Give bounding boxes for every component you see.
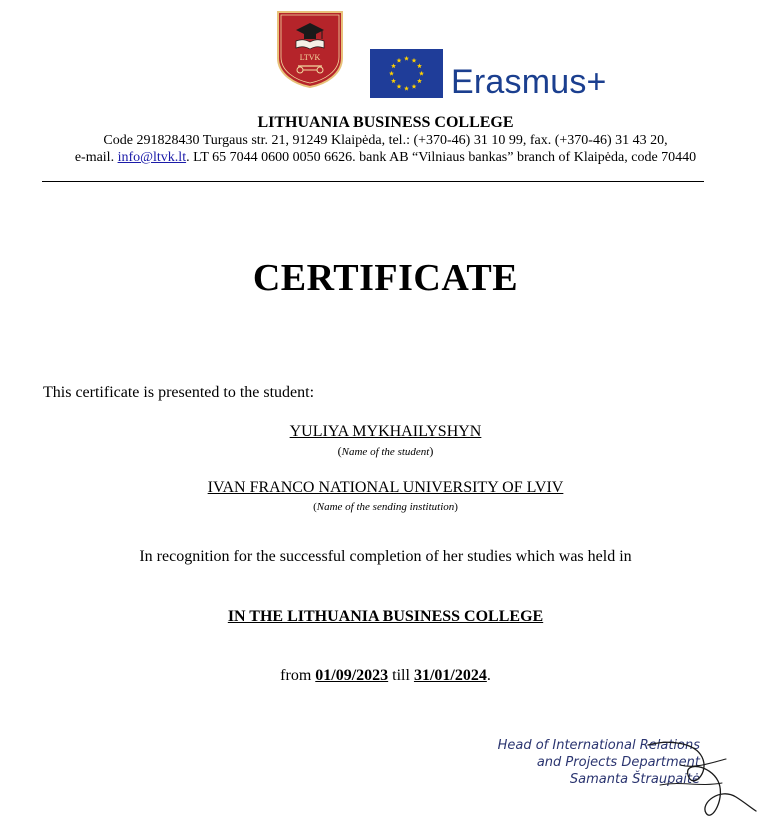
college-contact-line — [0, 150, 771, 166]
email-link[interactable]: info@ltvk.lt — [117, 150, 187, 165]
student-name: YULIYA MYKHAILYSHYN — [289, 423, 482, 440]
till-label: till — [392, 667, 410, 684]
bank-details: . LT 65 7044 0600 0050 6626. bank AB “Vilniaus bankas” branch of Klaipėda, code 70440 — [186, 150, 697, 165]
header-divider — [42, 181, 704, 182]
recognition-statement: In recognition for the successful completion of her studies which was held in — [139, 548, 632, 565]
presented-statement: This certificate is presented to the student: — [43, 384, 315, 401]
college-name: LITHUANIA BUSINESS COLLEGE — [257, 114, 514, 131]
sending-institution-caption: (Name of the sending institution) — [313, 501, 458, 513]
email-prefix: e-mail. — [74, 150, 115, 165]
student-name-caption: (Name of the student) — [337, 444, 434, 458]
signatory-department: and Projects Department — [536, 755, 700, 770]
from-date: 01/09/2023 — [315, 667, 389, 684]
from-label: from — [280, 667, 312, 684]
erasmus-plus-logo-text: Erasmus+ — [451, 63, 607, 101]
signatory-title: Head of International Relations — [497, 738, 700, 753]
signatory-name: Samanta Štraupaitė — [569, 772, 700, 787]
college-address-line: Code 291828430 Turgaus str. 21, 91249 Klaipėda, tel.: (+370-46) 31 10 99, fax. (+370-46) 31 43 20, — [103, 133, 668, 148]
host-college: IN THE LITHUANIA BUSINESS COLLEGE — [227, 608, 544, 625]
ltvk-logo — [276, 8, 344, 88]
study-period: from 01/09/2023 till 31/01/2024. — [280, 667, 491, 684]
ltvk-monogram: LTVK — [299, 53, 321, 62]
eu-flag-icon — [370, 49, 443, 98]
sending-institution: IVAN FRANCO NATIONAL UNIVERSITY OF LVIV — [207, 479, 564, 496]
certificate-title: CERTIFICATE — [252, 257, 519, 299]
till-date: 31/01/2024 — [413, 667, 487, 684]
handwritten-signature — [640, 735, 760, 830]
